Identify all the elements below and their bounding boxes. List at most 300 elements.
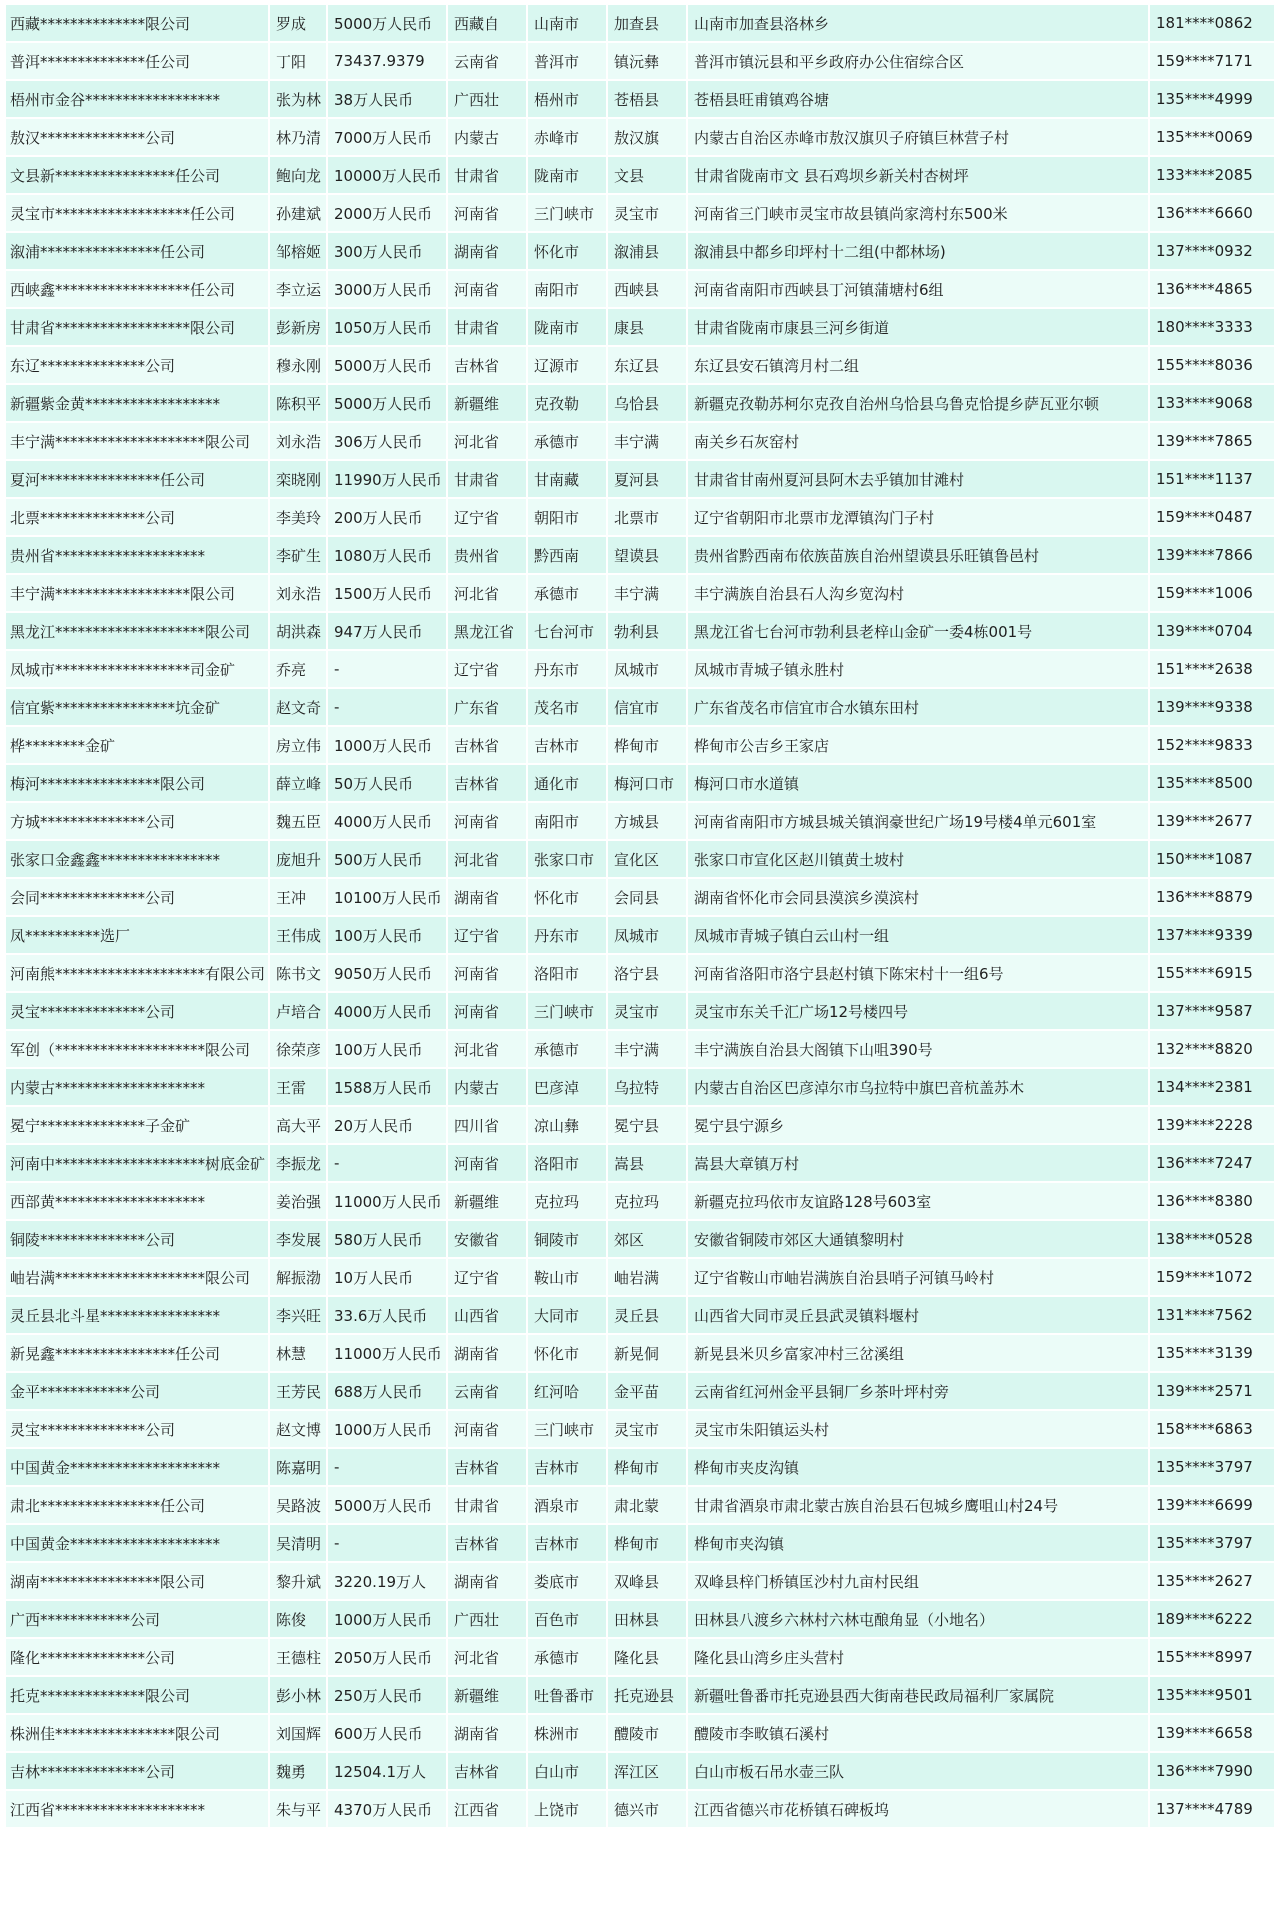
address-cell: 嵩县大章镇万村 xyxy=(688,1145,1148,1181)
company-name-cell: 隆化**************公司 xyxy=(6,1639,268,1675)
legal-rep-cell: 陈嘉明 xyxy=(270,1449,326,1485)
table-row xyxy=(6,309,1274,345)
phone-cell: 139****2571 xyxy=(1150,1373,1274,1409)
address-cell: 河南省南阳市西峡县丁河镇蒲塘村6组 xyxy=(688,271,1148,307)
city-cell: 承德市 xyxy=(528,423,606,459)
phone-cell: 135****2627 xyxy=(1150,1563,1274,1599)
county-cell: 肃北蒙 xyxy=(608,1487,686,1523)
county-cell: 金平苗 xyxy=(608,1373,686,1409)
county-cell: 托克逊县 xyxy=(608,1677,686,1713)
county-cell: 灵宝市 xyxy=(608,993,686,1029)
province-cell: 河南省 xyxy=(448,195,526,231)
legal-rep-cell: 李美玲 xyxy=(270,499,326,535)
company-name-cell: 托克**************限公司 xyxy=(6,1677,268,1713)
address-cell: 苍梧县旺甫镇鸡谷塘 xyxy=(688,81,1148,117)
county-cell: 郊区 xyxy=(608,1221,686,1257)
address-cell: 内蒙古自治区巴彦淖尔市乌拉特中旗巴音杭盖苏木 xyxy=(688,1069,1148,1105)
county-cell: 丰宁满 xyxy=(608,1031,686,1067)
address-cell: 双峰县梓门桥镇匡沙村九亩村民组 xyxy=(688,1563,1148,1599)
phone-cell: 155****6915 xyxy=(1150,955,1274,991)
table-row xyxy=(6,385,1274,421)
city-cell: 普洱市 xyxy=(528,43,606,79)
province-cell: 河北省 xyxy=(448,423,526,459)
province-cell: 甘肃省 xyxy=(448,1487,526,1523)
province-cell: 吉林省 xyxy=(448,1525,526,1561)
phone-cell: 139****7865 xyxy=(1150,423,1274,459)
city-cell: 克拉玛 xyxy=(528,1183,606,1219)
capital-cell: 9050万人民币 xyxy=(328,955,446,991)
table-row xyxy=(6,689,1274,725)
city-cell: 黔西南 xyxy=(528,537,606,573)
province-cell: 江西省 xyxy=(448,1791,526,1827)
province-cell: 湖南省 xyxy=(448,233,526,269)
city-cell: 凉山彝 xyxy=(528,1107,606,1143)
address-cell: 新疆克孜勒苏柯尔克孜自治州乌恰县乌鲁克恰提乡萨瓦亚尔顿 xyxy=(688,385,1148,421)
company-name-cell: 河南中********************树底金矿 xyxy=(6,1145,268,1181)
data-table-container xyxy=(4,3,1276,1829)
table-row xyxy=(6,1791,1274,1827)
city-cell: 白山市 xyxy=(528,1753,606,1789)
city-cell: 三门峡市 xyxy=(528,195,606,231)
phone-cell: 139****9338 xyxy=(1150,689,1274,725)
county-cell: 镇沅彝 xyxy=(608,43,686,79)
address-cell: 黑龙江省七台河市勃利县老梓山金矿一委4栋001号 xyxy=(688,613,1148,649)
table-row xyxy=(6,1259,1274,1295)
county-cell: 苍梧县 xyxy=(608,81,686,117)
county-cell: 灵宝市 xyxy=(608,195,686,231)
table-body xyxy=(6,5,1274,1827)
county-cell: 田林县 xyxy=(608,1601,686,1637)
province-cell: 辽宁省 xyxy=(448,1259,526,1295)
capital-cell: 947万人民币 xyxy=(328,613,446,649)
phone-cell: 139****2677 xyxy=(1150,803,1274,839)
legal-rep-cell: 徐荣彦 xyxy=(270,1031,326,1067)
company-name-cell: 凤**********选厂 xyxy=(6,917,268,953)
company-name-cell: 中国黄金******************** xyxy=(6,1525,268,1561)
province-cell: 河南省 xyxy=(448,803,526,839)
address-cell: 凤城市青城子镇永胜村 xyxy=(688,651,1148,687)
capital-cell: 1080万人民币 xyxy=(328,537,446,573)
phone-cell: 158****6863 xyxy=(1150,1411,1274,1447)
address-cell: 桦甸市公吉乡王家店 xyxy=(688,727,1148,763)
company-name-cell: 军创（********************限公司 xyxy=(6,1031,268,1067)
table-row xyxy=(6,119,1274,155)
county-cell: 丰宁满 xyxy=(608,575,686,611)
capital-cell: 5000万人民币 xyxy=(328,347,446,383)
phone-cell: 139****6699 xyxy=(1150,1487,1274,1523)
capital-cell: 10100万人民币 xyxy=(328,879,446,915)
phone-cell: 133****2085 xyxy=(1150,157,1274,193)
company-name-cell: 西峡鑫******************任公司 xyxy=(6,271,268,307)
county-cell: 桦甸市 xyxy=(608,727,686,763)
capital-cell: 200万人民币 xyxy=(328,499,446,535)
phone-cell: 139****0704 xyxy=(1150,613,1274,649)
company-name-cell: 湖南****************限公司 xyxy=(6,1563,268,1599)
table-row xyxy=(6,727,1274,763)
company-name-cell: 张家口金鑫鑫**************** xyxy=(6,841,268,877)
legal-rep-cell: 丁阳 xyxy=(270,43,326,79)
table-row xyxy=(6,347,1274,383)
province-cell: 河北省 xyxy=(448,841,526,877)
company-name-cell: 河南熊********************有限公司 xyxy=(6,955,268,991)
city-cell: 通化市 xyxy=(528,765,606,801)
table-row xyxy=(6,1487,1274,1523)
company-name-cell: 东辽**************公司 xyxy=(6,347,268,383)
capital-cell: 1588万人民币 xyxy=(328,1069,446,1105)
company-name-cell: 灵宝**************公司 xyxy=(6,1411,268,1447)
phone-cell: 133****9068 xyxy=(1150,385,1274,421)
company-name-cell: 灵宝**************公司 xyxy=(6,993,268,1029)
legal-rep-cell: 李振龙 xyxy=(270,1145,326,1181)
company-name-cell: 黑龙江********************限公司 xyxy=(6,613,268,649)
table-row xyxy=(6,575,1274,611)
address-cell: 桦甸市夹皮沟镇 xyxy=(688,1449,1148,1485)
table-row xyxy=(6,1297,1274,1333)
company-name-cell: 贵州省******************** xyxy=(6,537,268,573)
address-cell: 河南省洛阳市洛宁县赵村镇下陈宋村十一组6号 xyxy=(688,955,1148,991)
legal-rep-cell: 孙建斌 xyxy=(270,195,326,231)
county-cell: 浑江区 xyxy=(608,1753,686,1789)
capital-cell: 300万人民币 xyxy=(328,233,446,269)
county-cell: 醴陵市 xyxy=(608,1715,686,1751)
legal-rep-cell: 吴路波 xyxy=(270,1487,326,1523)
city-cell: 承德市 xyxy=(528,1031,606,1067)
province-cell: 河南省 xyxy=(448,993,526,1029)
phone-cell: 131****7562 xyxy=(1150,1297,1274,1333)
table-row xyxy=(6,1335,1274,1371)
legal-rep-cell: 卢培合 xyxy=(270,993,326,1029)
county-cell: 北票市 xyxy=(608,499,686,535)
legal-rep-cell: 张为林 xyxy=(270,81,326,117)
capital-cell: 2000万人民币 xyxy=(328,195,446,231)
address-cell: 河南省三门峡市灵宝市故县镇尚家湾村东500米 xyxy=(688,195,1148,231)
capital-cell: - xyxy=(328,1449,446,1485)
address-cell: 张家口市宣化区赵川镇黄土坡村 xyxy=(688,841,1148,877)
table-row xyxy=(6,651,1274,687)
province-cell: 甘肃省 xyxy=(448,461,526,497)
company-name-cell: 江西省******************** xyxy=(6,1791,268,1827)
capital-cell: 2050万人民币 xyxy=(328,1639,446,1675)
county-cell: 桦甸市 xyxy=(608,1449,686,1485)
legal-rep-cell: 邹榕姬 xyxy=(270,233,326,269)
city-cell: 梧州市 xyxy=(528,81,606,117)
legal-rep-cell: 刘国辉 xyxy=(270,1715,326,1751)
address-cell: 江西省德兴市花桥镇石碑板坞 xyxy=(688,1791,1148,1827)
capital-cell: - xyxy=(328,1525,446,1561)
company-name-cell: 丰宁满******************限公司 xyxy=(6,575,268,611)
address-cell: 桦甸市夹沟镇 xyxy=(688,1525,1148,1561)
city-cell: 吐鲁番市 xyxy=(528,1677,606,1713)
table-row xyxy=(6,1715,1274,1751)
phone-cell: 136****6660 xyxy=(1150,195,1274,231)
legal-rep-cell: 李兴旺 xyxy=(270,1297,326,1333)
capital-cell: 580万人民币 xyxy=(328,1221,446,1257)
legal-rep-cell: 王冲 xyxy=(270,879,326,915)
address-cell: 甘肃省酒泉市肃北蒙古族自治县石包城乡鹰咀山村24号 xyxy=(688,1487,1148,1523)
table-row xyxy=(6,5,1274,41)
legal-rep-cell: 陈俊 xyxy=(270,1601,326,1637)
legal-rep-cell: 房立伟 xyxy=(270,727,326,763)
county-cell: 冕宁县 xyxy=(608,1107,686,1143)
county-cell: 宣化区 xyxy=(608,841,686,877)
phone-cell: 137****4789 xyxy=(1150,1791,1274,1827)
capital-cell: 38万人民币 xyxy=(328,81,446,117)
table-row xyxy=(6,1411,1274,1447)
address-cell: 湖南省怀化市会同县漠滨乡漠滨村 xyxy=(688,879,1148,915)
province-cell: 新疆维 xyxy=(448,1183,526,1219)
company-name-cell: 梧州市金谷****************** xyxy=(6,81,268,117)
table-row xyxy=(6,43,1274,79)
phone-cell: 135****3797 xyxy=(1150,1449,1274,1485)
county-cell: 凤城市 xyxy=(608,917,686,953)
county-cell: 梅河口市 xyxy=(608,765,686,801)
address-cell: 溆浦县中都乡印坪村十二组(中都林场) xyxy=(688,233,1148,269)
table-row xyxy=(6,1069,1274,1105)
county-cell: 乌恰县 xyxy=(608,385,686,421)
province-cell: 河北省 xyxy=(448,575,526,611)
capital-cell: 1000万人民币 xyxy=(328,727,446,763)
city-cell: 大同市 xyxy=(528,1297,606,1333)
address-cell: 广东省茂名市信宜市合水镇东田村 xyxy=(688,689,1148,725)
province-cell: 云南省 xyxy=(448,43,526,79)
province-cell: 西藏自 xyxy=(448,5,526,41)
company-name-cell: 株洲佳****************限公司 xyxy=(6,1715,268,1751)
city-cell: 吉林市 xyxy=(528,727,606,763)
capital-cell: 1500万人民币 xyxy=(328,575,446,611)
legal-rep-cell: 薛立峰 xyxy=(270,765,326,801)
address-cell: 山西省大同市灵丘县武灵镇料堰村 xyxy=(688,1297,1148,1333)
phone-cell: 180****3333 xyxy=(1150,309,1274,345)
city-cell: 南阳市 xyxy=(528,803,606,839)
company-name-cell: 北票**************公司 xyxy=(6,499,268,535)
legal-rep-cell: 李矿生 xyxy=(270,537,326,573)
county-cell: 康县 xyxy=(608,309,686,345)
province-cell: 河南省 xyxy=(448,271,526,307)
address-cell: 南关乡石灰窑村 xyxy=(688,423,1148,459)
address-cell: 新疆吐鲁番市托克逊县西大街南巷民政局福利厂家属院 xyxy=(688,1677,1148,1713)
province-cell: 湖南省 xyxy=(448,1563,526,1599)
company-name-cell: 梅河****************限公司 xyxy=(6,765,268,801)
city-cell: 赤峰市 xyxy=(528,119,606,155)
table-row xyxy=(6,1639,1274,1675)
province-cell: 新疆维 xyxy=(448,1677,526,1713)
legal-rep-cell: 姜治强 xyxy=(270,1183,326,1219)
address-cell: 甘肃省陇南市文 县石鸡坝乡新关村杏树坪 xyxy=(688,157,1148,193)
company-name-cell: 桦********金矿 xyxy=(6,727,268,763)
company-name-cell: 普洱**************任公司 xyxy=(6,43,268,79)
company-name-cell: 中国黄金******************** xyxy=(6,1449,268,1485)
province-cell: 黑龙江省 xyxy=(448,613,526,649)
province-cell: 吉林省 xyxy=(448,347,526,383)
province-cell: 河南省 xyxy=(448,1145,526,1181)
province-cell: 河南省 xyxy=(448,1411,526,1447)
city-cell: 承德市 xyxy=(528,1639,606,1675)
address-cell: 新晃县米贝乡富家冲村三岔溪组 xyxy=(688,1335,1148,1371)
company-name-cell: 会同**************公司 xyxy=(6,879,268,915)
county-cell: 溆浦县 xyxy=(608,233,686,269)
phone-cell: 139****7866 xyxy=(1150,537,1274,573)
phone-cell: 155****8997 xyxy=(1150,1639,1274,1675)
county-cell: 德兴市 xyxy=(608,1791,686,1827)
county-cell: 洛宁县 xyxy=(608,955,686,991)
table-row xyxy=(6,917,1274,953)
legal-rep-cell: 林乃清 xyxy=(270,119,326,155)
legal-rep-cell: 鲍向龙 xyxy=(270,157,326,193)
province-cell: 湖南省 xyxy=(448,1335,526,1371)
table-row xyxy=(6,1145,1274,1181)
province-cell: 广西壮 xyxy=(448,1601,526,1637)
capital-cell: 306万人民币 xyxy=(328,423,446,459)
address-cell: 河南省南阳市方城县城关镇润豪世纪广场19号楼4单元601室 xyxy=(688,803,1148,839)
company-name-cell: 夏河****************任公司 xyxy=(6,461,268,497)
county-cell: 信宜市 xyxy=(608,689,686,725)
capital-cell: 1050万人民币 xyxy=(328,309,446,345)
capital-cell: - xyxy=(328,1145,446,1181)
phone-cell: 136****7990 xyxy=(1150,1753,1274,1789)
table-row xyxy=(6,1525,1274,1561)
capital-cell: 600万人民币 xyxy=(328,1715,446,1751)
legal-rep-cell: 高大平 xyxy=(270,1107,326,1143)
address-cell: 贵州省黔西南布依族苗族自治州望谟县乐旺镇鲁邑村 xyxy=(688,537,1148,573)
table-row xyxy=(6,765,1274,801)
capital-cell: 3000万人民币 xyxy=(328,271,446,307)
capital-cell: 73437.9379 xyxy=(328,43,446,79)
province-cell: 辽宁省 xyxy=(448,917,526,953)
city-cell: 怀化市 xyxy=(528,233,606,269)
county-cell: 加查县 xyxy=(608,5,686,41)
province-cell: 河北省 xyxy=(448,1639,526,1675)
phone-cell: 181****0862 xyxy=(1150,5,1274,41)
table-row xyxy=(6,1183,1274,1219)
legal-rep-cell: 穆永刚 xyxy=(270,347,326,383)
province-cell: 辽宁省 xyxy=(448,651,526,687)
capital-cell: 7000万人民币 xyxy=(328,119,446,155)
city-cell: 红河哈 xyxy=(528,1373,606,1409)
company-name-cell: 凤城市******************司金矿 xyxy=(6,651,268,687)
phone-cell: 135****4999 xyxy=(1150,81,1274,117)
address-cell: 安徽省铜陵市郊区大通镇黎明村 xyxy=(688,1221,1148,1257)
capital-cell: 33.6万人民币 xyxy=(328,1297,446,1333)
phone-cell: 151****1137 xyxy=(1150,461,1274,497)
table-row xyxy=(6,1221,1274,1257)
city-cell: 承德市 xyxy=(528,575,606,611)
table-row xyxy=(6,993,1274,1029)
province-cell: 甘肃省 xyxy=(448,157,526,193)
city-cell: 吉林市 xyxy=(528,1525,606,1561)
address-cell: 田林县八渡乡六林村六林屯酿角显（小地名） xyxy=(688,1601,1148,1637)
phone-cell: 135****9501 xyxy=(1150,1677,1274,1713)
city-cell: 丹东市 xyxy=(528,651,606,687)
county-cell: 夏河县 xyxy=(608,461,686,497)
company-name-cell: 甘肃省******************限公司 xyxy=(6,309,268,345)
province-cell: 云南省 xyxy=(448,1373,526,1409)
company-name-cell: 吉林**************公司 xyxy=(6,1753,268,1789)
capital-cell: - xyxy=(328,689,446,725)
legal-rep-cell: 彭小林 xyxy=(270,1677,326,1713)
county-cell: 新晃侗 xyxy=(608,1335,686,1371)
province-cell: 安徽省 xyxy=(448,1221,526,1257)
legal-rep-cell: 栾晓刚 xyxy=(270,461,326,497)
city-cell: 七台河市 xyxy=(528,613,606,649)
legal-rep-cell: 魏五臣 xyxy=(270,803,326,839)
company-name-cell: 灵丘县北斗星**************** xyxy=(6,1297,268,1333)
table-row xyxy=(6,1563,1274,1599)
address-cell: 东辽县安石镇湾月村二组 xyxy=(688,347,1148,383)
capital-cell: 12504.1万人 xyxy=(328,1753,446,1789)
county-cell: 东辽县 xyxy=(608,347,686,383)
capital-cell: 688万人民币 xyxy=(328,1373,446,1409)
company-name-cell: 铜陵**************公司 xyxy=(6,1221,268,1257)
county-cell: 岫岩满 xyxy=(608,1259,686,1295)
phone-cell: 152****9833 xyxy=(1150,727,1274,763)
company-name-cell: 灵宝市******************任公司 xyxy=(6,195,268,231)
legal-rep-cell: 王伟成 xyxy=(270,917,326,953)
city-cell: 茂名市 xyxy=(528,689,606,725)
company-name-cell: 丰宁满********************限公司 xyxy=(6,423,268,459)
city-cell: 怀化市 xyxy=(528,1335,606,1371)
province-cell: 新疆维 xyxy=(448,385,526,421)
phone-cell: 159****0487 xyxy=(1150,499,1274,535)
city-cell: 株洲市 xyxy=(528,1715,606,1751)
county-cell: 文县 xyxy=(608,157,686,193)
legal-rep-cell: 陈书文 xyxy=(270,955,326,991)
table-row xyxy=(6,271,1274,307)
county-cell: 隆化县 xyxy=(608,1639,686,1675)
phone-cell: 135****3139 xyxy=(1150,1335,1274,1371)
county-cell: 西峡县 xyxy=(608,271,686,307)
province-cell: 吉林省 xyxy=(448,1449,526,1485)
capital-cell: 20万人民币 xyxy=(328,1107,446,1143)
province-cell: 内蒙古 xyxy=(448,1069,526,1105)
legal-rep-cell: 林慧 xyxy=(270,1335,326,1371)
county-cell: 凤城市 xyxy=(608,651,686,687)
table-row xyxy=(6,841,1274,877)
phone-cell: 136****7247 xyxy=(1150,1145,1274,1181)
table-row xyxy=(6,1449,1274,1485)
address-cell: 丰宁满族自治县大阁镇下山咀390号 xyxy=(688,1031,1148,1067)
capital-cell: 5000万人民币 xyxy=(328,385,446,421)
legal-rep-cell: 王芳民 xyxy=(270,1373,326,1409)
city-cell: 娄底市 xyxy=(528,1563,606,1599)
legal-rep-cell: 吴清明 xyxy=(270,1525,326,1561)
county-cell: 灵丘县 xyxy=(608,1297,686,1333)
company-name-cell: 岫岩满********************限公司 xyxy=(6,1259,268,1295)
table-row xyxy=(6,423,1274,459)
city-cell: 铜陵市 xyxy=(528,1221,606,1257)
address-cell: 醴陵市李畋镇石溪村 xyxy=(688,1715,1148,1751)
city-cell: 陇南市 xyxy=(528,157,606,193)
city-cell: 丹东市 xyxy=(528,917,606,953)
company-name-cell: 新疆紫金黄****************** xyxy=(6,385,268,421)
table-row xyxy=(6,1031,1274,1067)
county-cell: 望谟县 xyxy=(608,537,686,573)
capital-cell: 1000万人民币 xyxy=(328,1411,446,1447)
company-name-cell: 金平************公司 xyxy=(6,1373,268,1409)
table-row xyxy=(6,1107,1274,1143)
county-cell: 勃利县 xyxy=(608,613,686,649)
capital-cell: 3220.19万人 xyxy=(328,1563,446,1599)
capital-cell: 5000万人民币 xyxy=(328,5,446,41)
province-cell: 广东省 xyxy=(448,689,526,725)
table-row xyxy=(6,1601,1274,1637)
province-cell: 四川省 xyxy=(448,1107,526,1143)
province-cell: 内蒙古 xyxy=(448,119,526,155)
table-row xyxy=(6,157,1274,193)
phone-cell: 189****6222 xyxy=(1150,1601,1274,1637)
phone-cell: 159****1072 xyxy=(1150,1259,1274,1295)
city-cell: 洛阳市 xyxy=(528,1145,606,1181)
capital-cell: 5000万人民币 xyxy=(328,1487,446,1523)
